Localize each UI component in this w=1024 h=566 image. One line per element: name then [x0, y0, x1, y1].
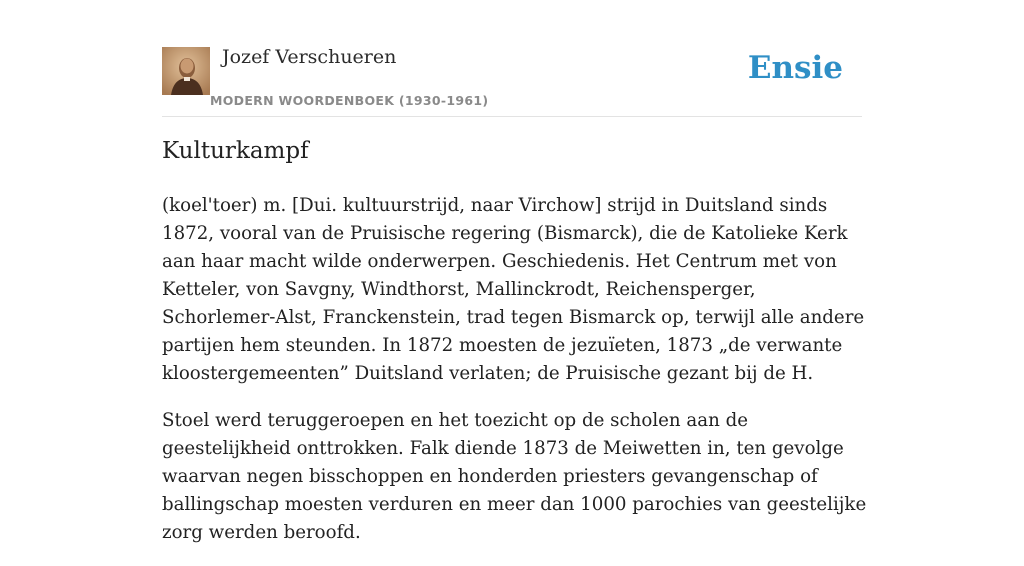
author-name[interactable]: Jozef Verschueren — [222, 46, 397, 68]
author-avatar[interactable] — [162, 47, 210, 95]
article-paragraph: Stoel werd teruggeroepen en het toezicht op de scholen aan de geestelijkheid onttrokken. Falk diende 1873 de Meiwetten in, ten gevolge waarvan negen bisschoppen en honderden priesters gevangenschap of ballingschap moesten verduren en meer dan 1000 parochies van geestelijke zorg werden beroofd. — [162, 410, 867, 543]
article-paragraph: (koel'toer) m. [Dui. kultuurstrijd, naar Virchow] strijd in Duitsland sinds 1872, vooral van de Pruisische regering (Bismarck), die de Katolieke Kerk aan haar macht wilde onderwerpen. Geschiedenis. Het Centrum met von Ketteler, von Savgny, Windthorst, Mallinckrodt, Reichensperger, Schorlemer-Alst, Franckenstein, trad tegen Bismarck op, terwijl alle andere partijen hem steunden. In 1872 moesten de jezuïeten, 1873 „de verwante kloostergemeenten” Duitsland verlaten; de Pruisische gezant bij de H. — [162, 195, 865, 384]
ensie-logo[interactable]: Ensie — [747, 50, 843, 86]
header — [162, 40, 862, 117]
article-title: Kulturkampf — [162, 138, 309, 164]
source-name[interactable]: MODERN WOORDENBOEK (1930-1961) — [210, 93, 489, 108]
author-portrait-icon — [162, 47, 210, 95]
article-body — [162, 192, 874, 566]
